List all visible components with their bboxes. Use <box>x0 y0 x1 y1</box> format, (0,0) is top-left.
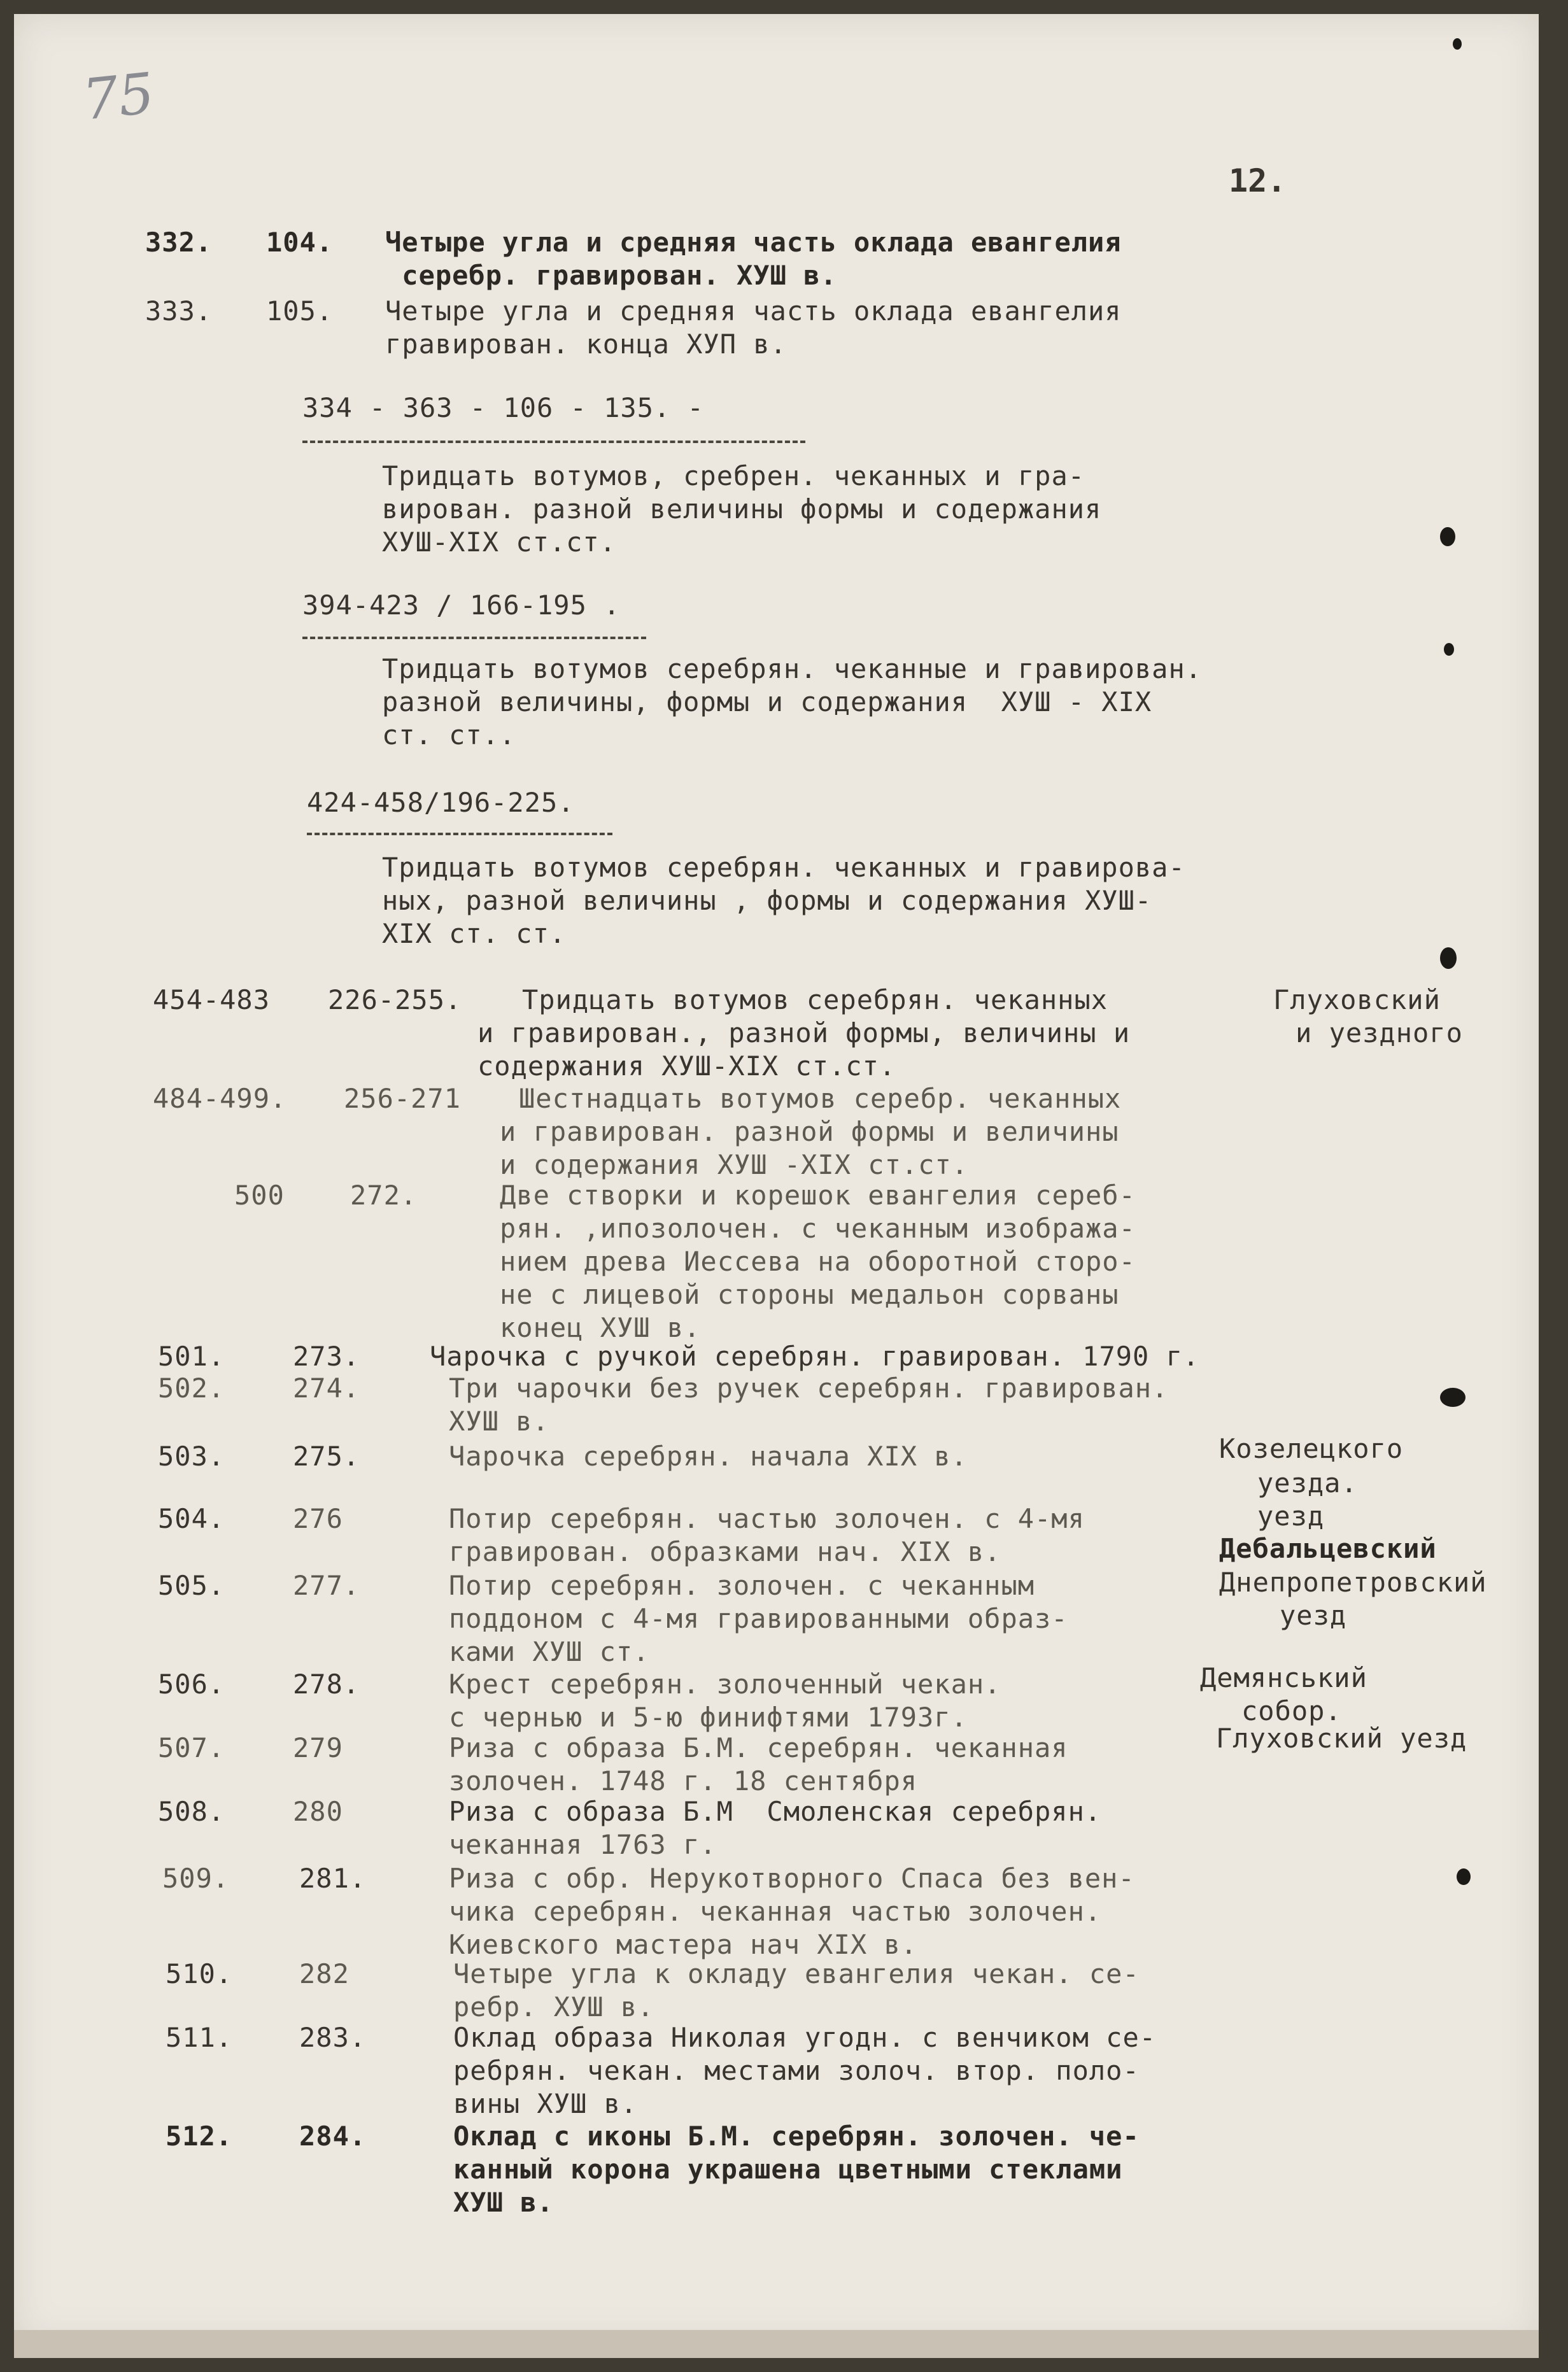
entry-old-number: 280 <box>293 1796 343 1827</box>
entry-text-line: Чарочка серебрян. начала ХIХ в. <box>449 1441 968 1472</box>
entry-text-line: не с лицевой стороны медальон сорваны <box>500 1279 1119 1310</box>
entry-text-line: Тридцать вотумов серебрян. чеканных <box>522 984 1108 1015</box>
heading-underline <box>302 637 646 639</box>
page-edge <box>14 2330 1539 2358</box>
entry-text-line: гравирован. образками нач. ХIХ в. <box>449 1536 1001 1567</box>
page-number: 12. <box>1229 162 1287 199</box>
entry-text-line: гравирован. конца ХУП в. <box>385 328 787 360</box>
entry-number: 505. <box>158 1570 225 1601</box>
entry-number: 508. <box>158 1796 225 1827</box>
entry-old-number: 276 <box>293 1503 343 1534</box>
entry-text-line: Потир серебрян. частью золочен. с 4-мя <box>449 1503 1085 1534</box>
location-note: Глуховский <box>1273 984 1441 1015</box>
location-note: уезд <box>1280 1600 1347 1631</box>
entry-old-number: 256-271 <box>344 1083 462 1114</box>
entry-number: 502. <box>158 1373 225 1404</box>
binding-hole-mark <box>1440 527 1455 546</box>
entry-text-line: нием древа Иессева на оборотной сторо- <box>500 1246 1136 1277</box>
entry-text-line: Оклад образа Николая угодн. с венчиком се- <box>453 2022 1157 2053</box>
entry-old-number: 273. <box>293 1341 360 1372</box>
entry-old-number: 226-255. <box>328 984 462 1015</box>
binding-hole-mark <box>1453 38 1462 50</box>
entry-text-line: ками ХУШ ст. <box>449 1636 650 1667</box>
entry-text-line: Четыре угла и средняя часть оклада евангелия <box>385 295 1122 327</box>
entry-old-number: 277. <box>293 1570 360 1601</box>
entry-old-number: 275. <box>293 1441 360 1472</box>
entry-old-number: 282 <box>299 1958 350 1989</box>
entry-text-line: золочен. 1748 г. 18 сентября <box>449 1765 918 1797</box>
group-range-heading: 334 - 363 - 106 - 135. - <box>302 392 704 423</box>
entry-text-line: Риза с обр. Нерукотворного Спаса без вен- <box>449 1863 1135 1894</box>
entry-text-line: канный корона украшена цветными стеклами <box>453 2154 1123 2185</box>
heading-underline <box>307 833 612 835</box>
entry-text-line: серебр. гравирован. ХУШ в. <box>385 260 837 291</box>
entry-text-line: конец ХУШ в. <box>500 1312 701 1343</box>
margin-note-handwritten: 75 <box>79 60 158 133</box>
group-text-line: Тридцать вотумов серебрян. чеканных и гравирова- <box>382 852 1185 883</box>
group-range-heading: 394-423 / 166-195 . <box>302 589 621 621</box>
entry-old-number: 279 <box>293 1732 343 1763</box>
entry-old-number: 104. <box>266 227 334 258</box>
entry-text-line: Киевского мастера нач ХIХ в. <box>449 1929 918 1960</box>
entry-text-line: содержания ХУШ-ХIХ ст.ст. <box>477 1050 896 1082</box>
entry-text-line: Три чарочки без ручек серебрян. гравирован. <box>449 1373 1169 1404</box>
location-note: уезда. <box>1257 1467 1358 1499</box>
entry-old-number: 284. <box>299 2121 367 2152</box>
location-note: Демянський <box>1200 1662 1367 1693</box>
entry-number: 484-499. <box>153 1083 287 1114</box>
group-text-line: Тридцать вотумов серебрян. чеканные и гравирован. <box>382 653 1203 684</box>
binding-hole-mark <box>1440 1388 1466 1407</box>
entry-text-line: чеканная 1763 г. <box>449 1829 717 1860</box>
entry-old-number: 274. <box>293 1373 360 1404</box>
entry-text-line: Чарочка с ручкой серебрян. гравирован. 1790 г. <box>430 1341 1200 1372</box>
group-text-line: ХIХ ст. ст. <box>382 918 567 949</box>
group-range-heading: 424-458/196-225. <box>307 787 575 818</box>
entry-old-number: 105. <box>266 295 334 327</box>
entry-text-line: Крест серебрян. золоченный чекан. <box>449 1669 1001 1700</box>
location-note: уезд <box>1257 1500 1325 1532</box>
group-text-line: Тридцать вотумов, сребрен. чеканных и гра- <box>382 460 1085 491</box>
entry-number: 510. <box>166 1958 233 1989</box>
entry-text-line: Шестнадцать вотумов серебр. чеканных <box>519 1083 1122 1114</box>
entry-text-line: поддоном с 4-мя гравированными образ- <box>449 1603 1068 1634</box>
entry-text-line: Риза с образа Б.М. серебрян. чеканная <box>449 1732 1068 1763</box>
location-note: Глуховский уезд <box>1216 1723 1467 1754</box>
entry-number: 506. <box>158 1669 225 1700</box>
heading-underline <box>302 441 805 443</box>
location-note: Козелецкого <box>1219 1433 1404 1464</box>
entry-old-number: 281. <box>299 1863 367 1894</box>
entry-text-line: Риза с образа Б.М Смоленская серебрян. <box>449 1796 1102 1827</box>
group-text-line: ст. ст.. <box>382 719 516 751</box>
entry-text-line: и содержания ХУШ -ХIХ ст.ст. <box>500 1149 969 1180</box>
entry-text-line: ребрян. чекан. местами золоч. втор. поло- <box>453 2055 1140 2086</box>
entry-number: 500 <box>234 1180 285 1211</box>
group-text-line: разной величины, формы и содержания ХУШ - ХIХ <box>382 686 1152 717</box>
entry-number: 511. <box>166 2022 233 2053</box>
entry-number: 332. <box>145 227 213 258</box>
location-note: и уездного <box>1296 1017 1463 1048</box>
location-note: собор. <box>1241 1695 1342 1726</box>
entry-number: 501. <box>158 1341 225 1372</box>
binding-hole-mark <box>1440 947 1457 969</box>
location-note: Дебальцевский <box>1219 1533 1437 1564</box>
entry-number: 504. <box>158 1503 225 1534</box>
entry-text-line: вины ХУШ в. <box>453 2088 638 2119</box>
entry-old-number: 272. <box>350 1180 418 1211</box>
location-note: Днепропетровский <box>1219 1567 1487 1598</box>
entry-number: 333. <box>145 295 213 327</box>
group-text-line: вирован. разной величины формы и содержания <box>382 493 1102 525</box>
entry-number: 509. <box>162 1863 230 1894</box>
entry-text-line: Две створки и корешок евангелия сереб- <box>500 1180 1136 1211</box>
entry-text-line: и гравирован. разной формы и величины <box>500 1116 1119 1147</box>
entry-text-line: чика серебрян. чеканная частью золочен. <box>449 1896 1102 1927</box>
entry-text-line: Четыре угла к окладу евангелия чекан. се- <box>453 1958 1140 1989</box>
entry-text-line: Оклад с иконы Б.М. серебрян. золочен. че- <box>453 2121 1140 2152</box>
entry-number: 503. <box>158 1441 225 1472</box>
entry-number: 512. <box>166 2121 233 2152</box>
entry-text-line: и гравирован., разной формы, величины и <box>477 1017 1131 1048</box>
entry-old-number: 278. <box>293 1669 360 1700</box>
entry-number: 507. <box>158 1732 225 1763</box>
entry-text-line: Четыре угла и средняя часть оклада евангелия <box>385 227 1122 258</box>
entry-number: 454-483 <box>153 984 271 1015</box>
entry-old-number: 283. <box>299 2022 367 2053</box>
entry-text-line: ребр. ХУШ в. <box>453 1991 654 2023</box>
entry-text-line: ХУШ в. <box>453 2187 554 2218</box>
binding-hole-mark <box>1444 643 1454 656</box>
group-text-line: ХУШ-ХIХ ст.ст. <box>382 526 617 558</box>
entry-text-line: ХУШ в. <box>449 1406 549 1437</box>
binding-hole-mark <box>1457 1868 1471 1885</box>
entry-text-line: с чернью и 5-ю финифтями 1793г. <box>449 1702 968 1733</box>
entry-text-line: Потир серебрян. золочен. с чеканным <box>449 1570 1035 1601</box>
group-text-line: ных, разной величины , формы и содержания ХУШ- <box>382 885 1152 916</box>
entry-text-line: рян. ,ипозолочен. с чеканным изобража- <box>500 1213 1136 1244</box>
